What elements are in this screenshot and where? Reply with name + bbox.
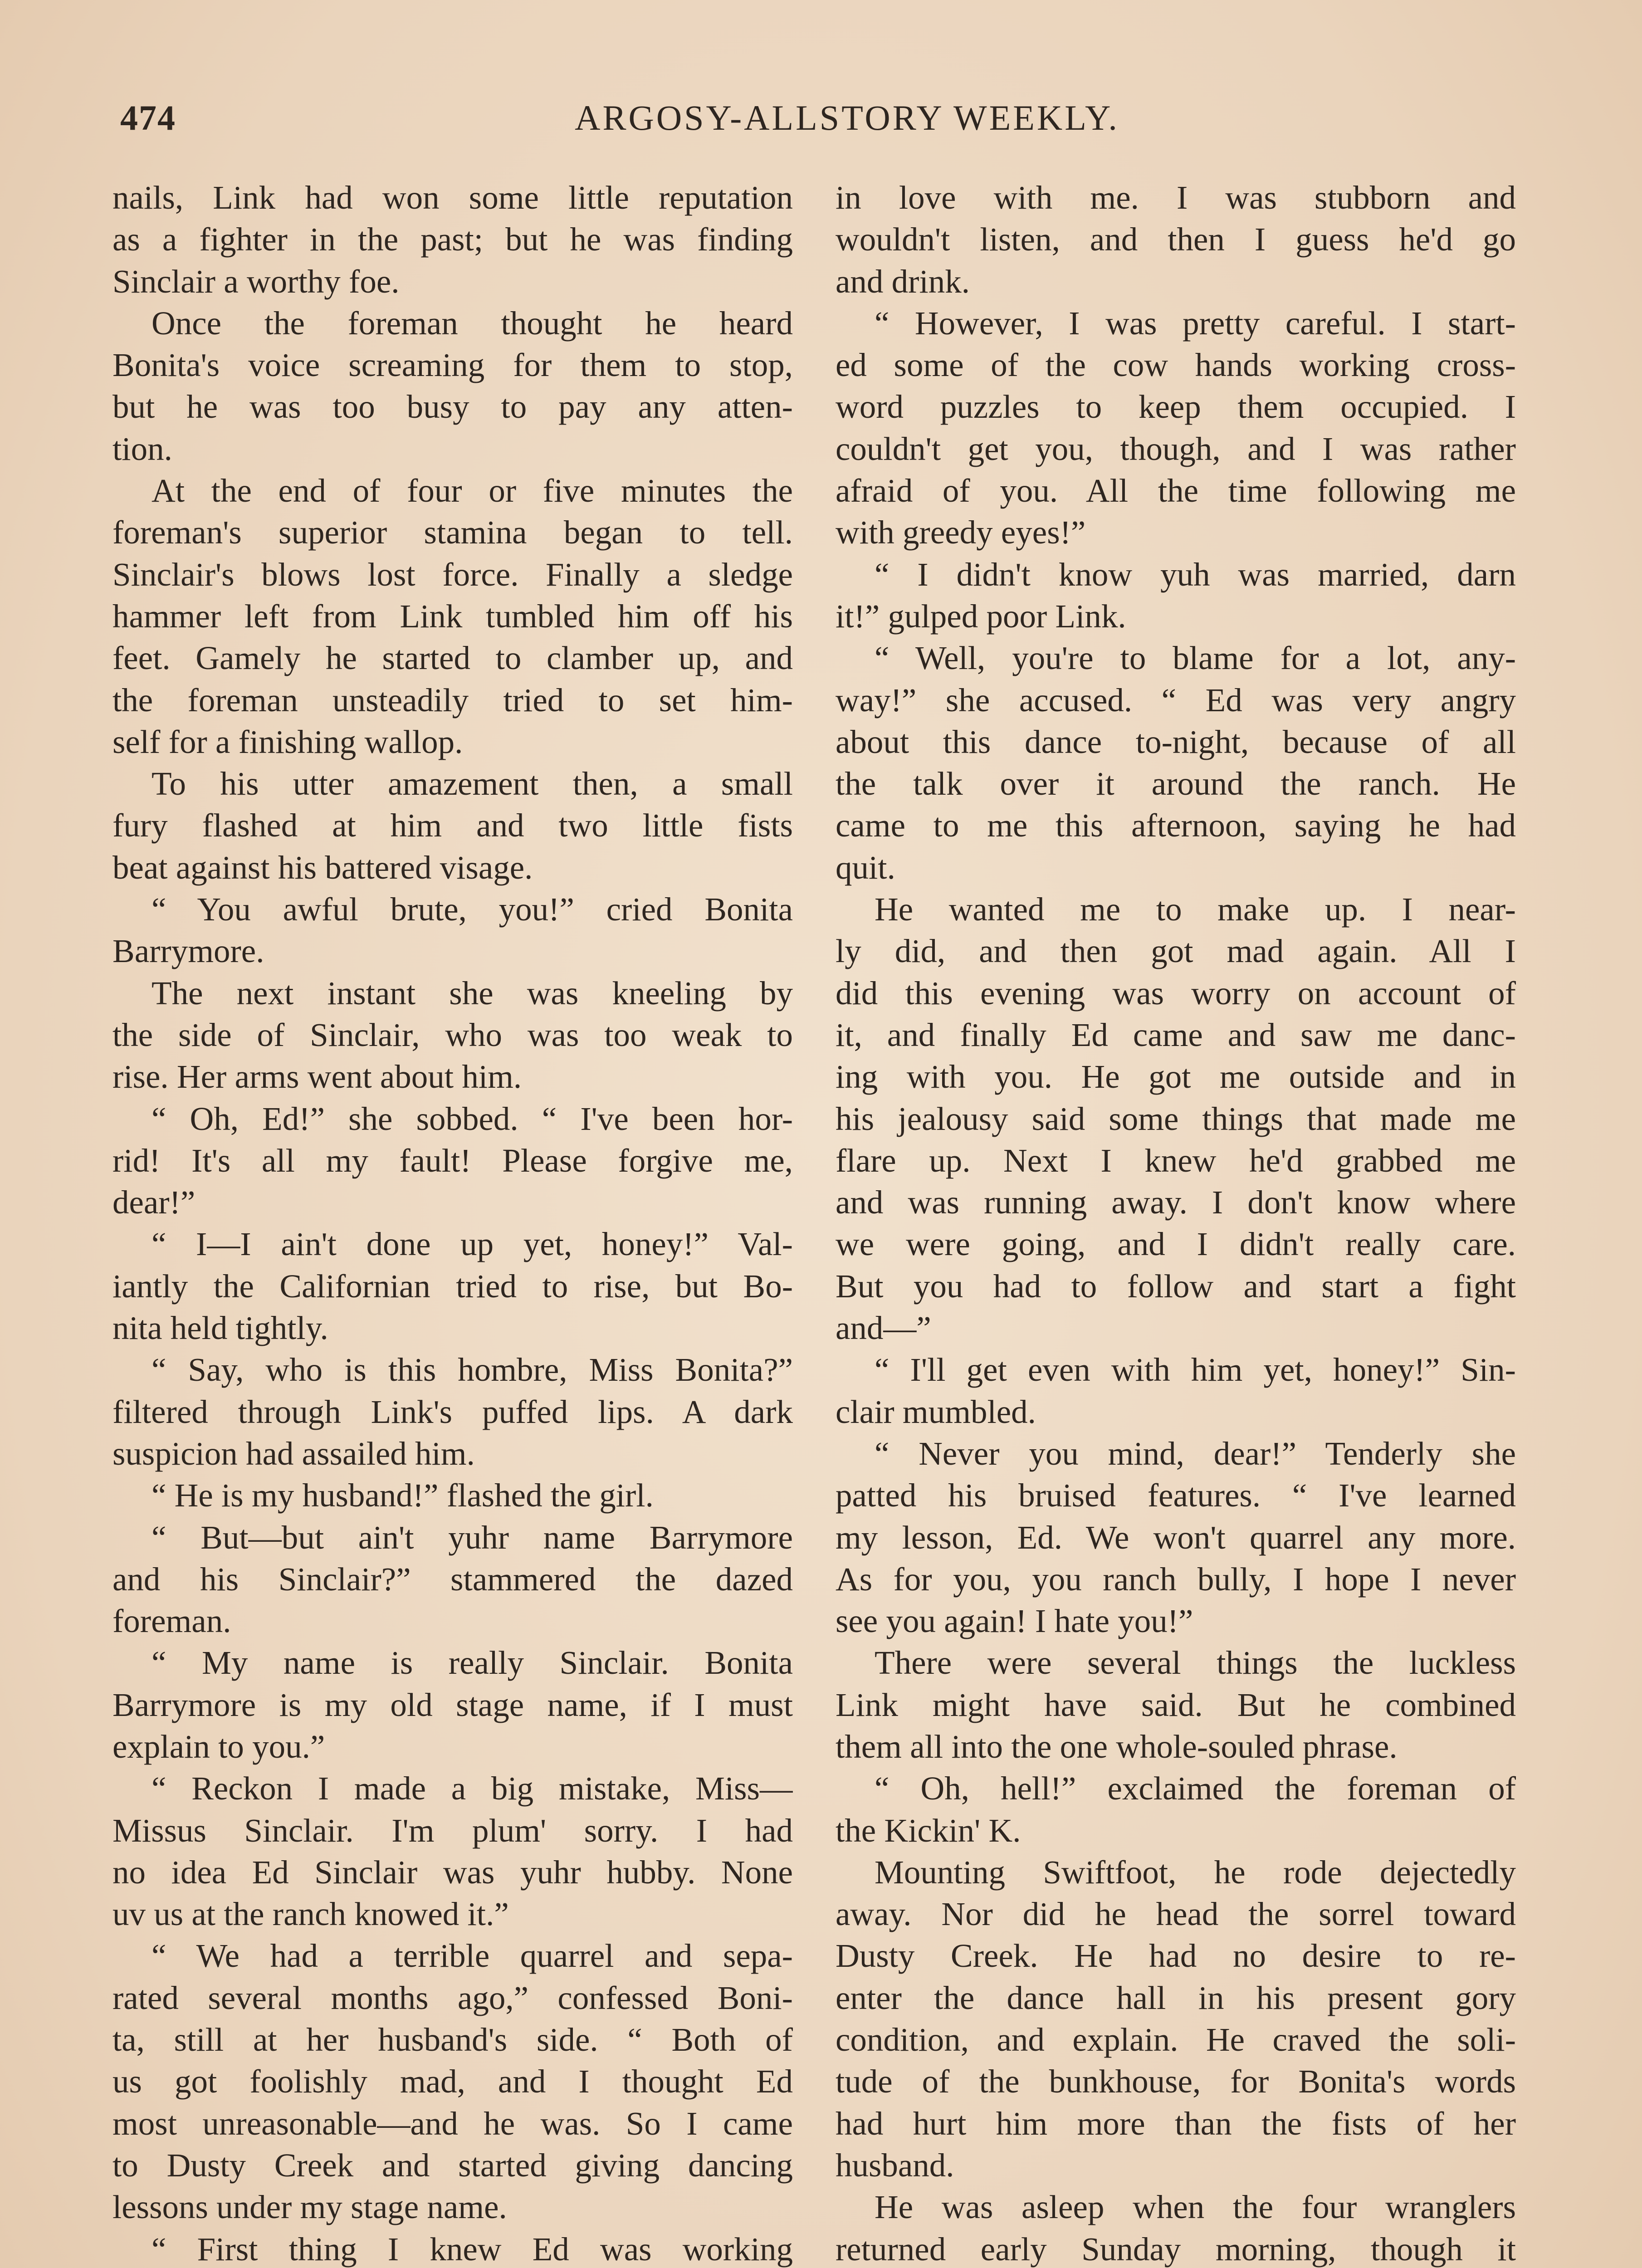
text-line: “ Oh, Ed!” she sobbed. “ I've been hor- [151, 1100, 793, 1137]
text-line: see you again! I hate you!” [836, 1603, 1193, 1640]
text-line: quit. [836, 849, 895, 886]
text-line: nita held tightly. [112, 1310, 328, 1347]
text-line: “ Well, you're to blame for a lot, any- [875, 640, 1516, 677]
text-line: “ I—I ain't done up yet, honey!” Val- [151, 1226, 793, 1263]
page-header [120, 98, 1574, 147]
text-line: flare up. Next I knew he'd grabbed me [836, 1142, 1516, 1179]
text-line: explain to you.” [112, 1728, 325, 1765]
text-line: “ Oh, hell!” exclaimed the foreman of [875, 1770, 1516, 1807]
text-line: enter the dance hall in his present gory [836, 1979, 1516, 2016]
text-line: “ We had a terrible quarrel and sepa- [151, 1937, 793, 1975]
text-line: wouldn't listen, and then I guess he'd go [836, 221, 1516, 258]
text-line: about this dance to-night, because of all [836, 723, 1516, 760]
text-line: and was running away. I don't know where [836, 1184, 1516, 1221]
text-line: returned early Sunday morning, though it [836, 2230, 1516, 2268]
text-column-right [836, 177, 1516, 2268]
text-line: “ You awful brute, you!” cried Bonita [151, 891, 793, 928]
text-line: Mounting Swiftfoot, he rode dejectedly [875, 1853, 1516, 1891]
text-line: nails, Link had won some little reputation [112, 179, 793, 216]
text-line: self for a finishing wallop. [112, 723, 463, 760]
text-line: feet. Gamely he started to clamber up, and [112, 640, 793, 677]
text-line: ed some of the cow hands working cross- [836, 347, 1516, 384]
text-line: his jealousy said some things that made me [836, 1100, 1516, 1137]
text-line: ta, still at her husband's side. “ Both of [112, 2021, 793, 2058]
text-line: tude of the bunkhouse, for Bonita's words [836, 2063, 1516, 2100]
text-line: it, and finally Ed came and saw me danc- [836, 1016, 1516, 1053]
text-line: word puzzles to keep them occupied. I [836, 388, 1516, 425]
text-line: beat against his battered visage. [112, 849, 533, 886]
text-line: Sinclair's blows lost force. Finally a sledge [112, 556, 793, 593]
text-line: as a fighter in the past; but he was finding [112, 221, 793, 258]
text-line: He wanted me to make up. I near- [875, 891, 1516, 928]
text-line: afraid of you. All the time following me [836, 472, 1516, 509]
text-line: Sinclair a worthy foe. [112, 263, 400, 300]
text-line: filtered through Link's puffed lips. A dark [112, 1393, 793, 1430]
text-line: Once the foreman thought he heard [151, 304, 793, 342]
text-line: rise. Her arms went about him. [112, 1058, 522, 1095]
text-line: foreman's superior stamina began to tell. [112, 514, 793, 551]
text-line: it!” gulped poor Link. [836, 597, 1126, 635]
text-line: “ Reckon I made a big mistake, Miss— [151, 1770, 793, 1807]
text-line: “ First thing I knew Ed was working [151, 2230, 793, 2268]
text-line: away. Nor did he head the sorrel toward [836, 1896, 1516, 1933]
text-line: and his Sinclair?” stammered the dazed [112, 1560, 793, 1598]
text-line: rated several months ago,” confessed Boni- [112, 1979, 793, 2016]
text-line: As for you, you ranch bully, I hope I never [836, 1560, 1516, 1598]
text-line: and drink. [836, 263, 970, 300]
text-line: to Dusty Creek and started giving dancing [112, 2146, 793, 2184]
text-line: “ I didn't know yuh was married, darn [875, 556, 1516, 593]
text-line: patted his bruised features. “ I've learned [836, 1477, 1516, 1514]
text-line: clair mumbled. [836, 1393, 1036, 1430]
text-line: couldn't get you, though, and I was rather [836, 430, 1516, 467]
text-line: “ But—but ain't yuhr name Barrymore [151, 1519, 793, 1556]
text-line: At the end of four or five minutes the [151, 472, 793, 509]
text-line: did this evening was worry on account of [836, 974, 1516, 1012]
text-line: Dusty Creek. He had no desire to re- [836, 1937, 1516, 1975]
text-line: came to me this afternoon, saying he had [836, 807, 1516, 844]
text-line: There were several things the luckless [875, 1644, 1516, 1681]
text-line: iantly the Californian tried to rise, but Bo- [112, 1267, 793, 1305]
text-line: no idea Ed Sinclair was yuhr hubby. None [112, 1853, 793, 1891]
page-number: 474 [120, 98, 176, 137]
text-column-left [112, 177, 793, 2268]
text-line: the foreman unsteadily tried to set him- [112, 681, 793, 719]
text-line: in love with me. I was stubborn and [836, 179, 1516, 216]
text-line: dear!” [112, 1184, 195, 1221]
text-line: the side of Sinclair, who was too weak to [112, 1016, 793, 1053]
text-line: suspicion had assailed him. [112, 1435, 475, 1472]
text-line: “ Say, who is this hombre, Miss Bonita?” [151, 1351, 793, 1388]
text-line: “ Never you mind, dear!” Tenderly she [875, 1435, 1516, 1472]
text-line: condition, and explain. He craved the soli- [836, 2021, 1516, 2058]
text-line: ing with you. He got me outside and in [836, 1058, 1516, 1095]
text-line: had hurt him more than the fists of her [836, 2105, 1516, 2142]
text-line: Missus Sinclair. I'm plum' sorry. I had [112, 1812, 793, 1849]
text-line: “ However, I was pretty careful. I start- [875, 304, 1516, 342]
text-line: we were going, and I didn't really care. [836, 1226, 1516, 1263]
text-line: But you had to follow and start a fight [836, 1267, 1516, 1305]
text-line: ly did, and then got mad again. All I [836, 933, 1516, 970]
text-line: Link might have said. But he combined [836, 1686, 1516, 1723]
text-line: lessons under my stage name. [112, 2189, 507, 2226]
text-line: the talk over it around the ranch. He [836, 765, 1516, 802]
text-line: rid! It's all my fault! Please forgive me, [112, 1142, 793, 1179]
text-line: “ My name is really Sinclair. Bonita [151, 1644, 793, 1681]
text-line: way!” she accused. “ Ed was very angry [836, 681, 1516, 719]
text-line: foreman. [112, 1603, 231, 1640]
text-line: the Kickin' K. [836, 1812, 1021, 1849]
text-line: most unreasonable—and he was. So I came [112, 2105, 793, 2142]
text-line: tion. [112, 430, 172, 467]
text-line: uv us at the ranch knowed it.” [112, 1896, 509, 1933]
text-line: but he was too busy to pay any atten- [112, 388, 793, 425]
text-line: my lesson, Ed. We won't quarrel any more. [836, 1519, 1516, 1556]
text-line: them all into the one whole-souled phrase. [836, 1728, 1398, 1765]
text-line: hammer left from Link tumbled him off his [112, 597, 793, 635]
text-line: and—” [836, 1310, 931, 1347]
text-line: “ I'll get even with him yet, honey!” Sin- [875, 1351, 1516, 1388]
text-line: To his utter amazement then, a small [151, 765, 793, 802]
text-line: us got foolishly mad, and I thought Ed [112, 2063, 793, 2100]
text-line: “ He is my husband!” flashed the girl. [151, 1477, 654, 1514]
text-line: Barrymore is my old stage name, if I must [112, 1686, 793, 1723]
text-line: Barrymore. [112, 933, 264, 970]
text-line: husband. [836, 2146, 954, 2184]
text-line: fury flashed at him and two little fists [112, 807, 793, 844]
text-line: Bonita's voice screaming for them to stop, [112, 347, 793, 384]
text-line: He was asleep when the four wranglers [875, 2189, 1516, 2226]
running-head: ARGOSY-ALLSTORY WEEKLY. [575, 98, 1119, 137]
text-line: with greedy eyes!” [836, 514, 1086, 551]
text-line: The next instant she was kneeling by [151, 974, 793, 1012]
